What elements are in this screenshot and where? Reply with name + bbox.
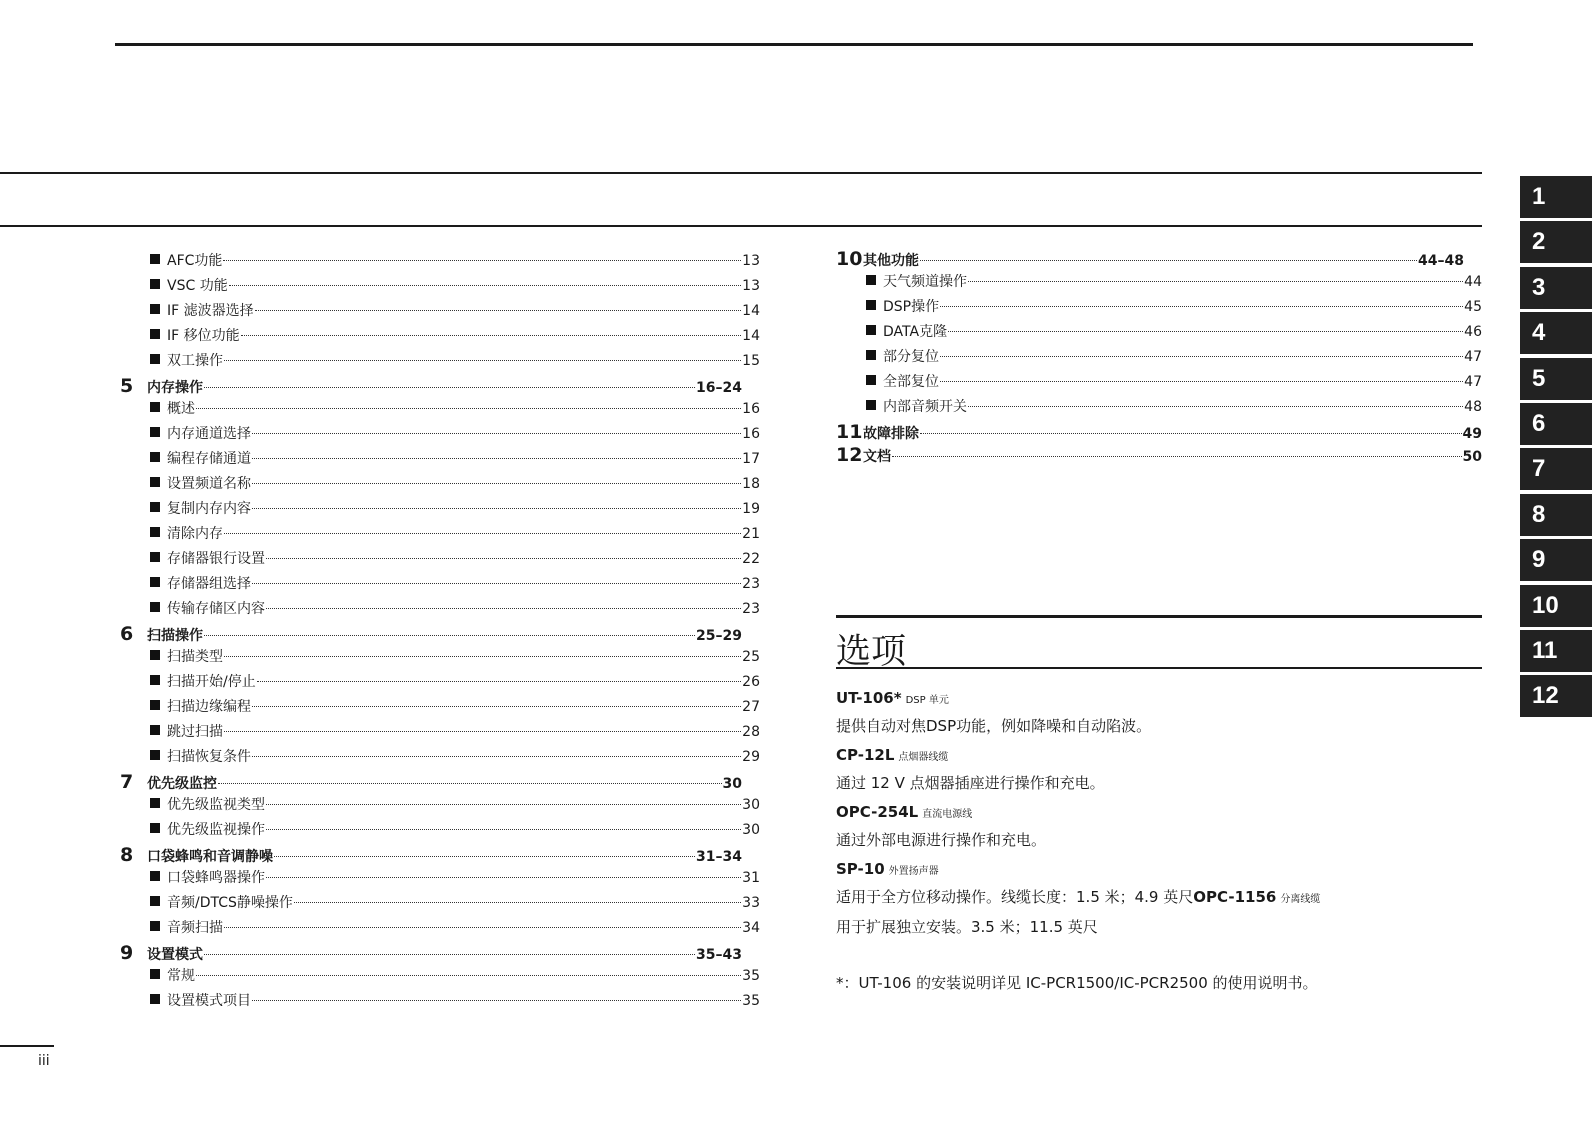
toc-page-number: 25–29 [696, 628, 742, 644]
square-bullet-icon [150, 675, 160, 685]
square-bullet-icon [866, 375, 876, 385]
square-bullet-icon [150, 304, 160, 314]
toc-entry [120, 473, 760, 498]
chapter-number: 11 [836, 421, 863, 443]
toc-page-number: 17 [742, 451, 760, 467]
toc-label: 扫描恢复条件 [167, 749, 251, 765]
top-rule [115, 43, 1473, 46]
option-name: SP-10 [836, 860, 885, 878]
toc-label: 设置模式项目 [167, 993, 251, 1009]
toc-entry [836, 321, 1482, 346]
toc-label: 优先级监控 [147, 776, 217, 792]
square-bullet-icon [150, 602, 160, 612]
option-sub: 分离线缆 [1280, 894, 1321, 905]
dot-leader [920, 432, 1462, 434]
toc-label: IF 滤波器选择 [167, 303, 254, 319]
toc-entry [120, 721, 760, 746]
option-item [836, 688, 1482, 736]
toc-label: 故障排除 [863, 426, 919, 442]
dot-leader [229, 284, 741, 286]
dot-leader [252, 705, 741, 707]
dot-leader [940, 305, 1463, 307]
dot-leader [204, 386, 695, 388]
option-name: OPC-1156 [1193, 888, 1277, 906]
toc-label: AFC功能 [167, 253, 223, 269]
toc-page-number: 18 [742, 476, 760, 492]
option-sub: 点烟器线缆 [898, 752, 949, 763]
toc-page-number: 13 [742, 278, 760, 294]
toc-entry [120, 746, 760, 771]
dot-leader [252, 482, 741, 484]
square-bullet-icon [150, 527, 160, 537]
dot-leader [266, 803, 741, 805]
toc-page-number: 21 [742, 526, 760, 542]
square-bullet-icon [150, 969, 160, 979]
toc-page-number: 16 [742, 426, 760, 442]
dot-leader [224, 359, 741, 361]
toc-page-number: 35 [742, 993, 760, 1009]
square-bullet-icon [866, 325, 876, 335]
square-bullet-icon [866, 350, 876, 360]
toc-entry [120, 250, 760, 275]
toc-page-number: 35–43 [696, 947, 742, 963]
toc-page-number: 48 [1464, 399, 1482, 415]
square-bullet-icon [150, 552, 160, 562]
dot-leader [274, 855, 695, 857]
toc-label: 扫描边缘编程 [167, 699, 251, 715]
dot-leader [224, 655, 741, 657]
dot-leader [940, 380, 1463, 382]
chapter-tab-11[interactable]: 11 [1520, 630, 1592, 672]
square-bullet-icon [150, 994, 160, 1004]
dot-leader [252, 582, 741, 584]
toc-label: 音频扫描 [167, 920, 223, 936]
dot-leader [224, 730, 741, 732]
toc-entry [120, 448, 760, 473]
toc-entry [120, 794, 760, 819]
dot-leader [196, 407, 741, 409]
chapter-number: 9 [120, 942, 134, 964]
option-desc-text: 适用于全方位移动操作。线缆长度：1.5 米；4.9 英尺 [836, 888, 1194, 906]
option-sub: 外置扬声器 [888, 866, 939, 877]
option-item [836, 745, 1482, 793]
chapter-number: 10 [836, 248, 863, 270]
square-bullet-icon [866, 400, 876, 410]
toc-entry [120, 819, 760, 844]
chapter-tab-7[interactable]: 7 [1520, 448, 1592, 490]
dot-leader [252, 457, 741, 459]
option-desc [836, 886, 1482, 907]
dot-leader [257, 680, 741, 682]
square-bullet-icon [150, 896, 160, 906]
toc-label: 内部音频开关 [883, 399, 967, 415]
toc-label: 编程存储通道 [167, 451, 251, 467]
option-item [836, 802, 1482, 850]
toc-page-number: 13 [742, 253, 760, 269]
toc-label: DATA克隆 [883, 324, 948, 340]
toc-entry [120, 325, 760, 350]
footnote: *：UT-106 的安装说明详见 IC-PCR1500/IC-PCR2500 的使用说明书。 [836, 974, 1318, 992]
toc-chapter-entry [120, 375, 760, 398]
toc-page-number: 35 [742, 968, 760, 984]
toc-page-number: 16–24 [696, 380, 742, 396]
toc-page-number: 31 [742, 870, 760, 886]
chapter-tab-6[interactable]: 6 [1520, 403, 1592, 445]
toc-page-number: 23 [742, 601, 760, 617]
toc-page-number: 23 [742, 576, 760, 592]
dot-leader [218, 782, 722, 784]
toc-label: 优先级监视操作 [167, 822, 265, 838]
toc-page-number: 47 [1464, 349, 1482, 365]
dot-leader [892, 455, 1462, 457]
toc-page-number: 14 [742, 303, 760, 319]
toc-label: VSC 功能 [167, 278, 228, 294]
dot-leader [241, 334, 742, 336]
dot-leader [968, 405, 1463, 407]
chapter-number: 7 [120, 771, 134, 793]
toc-entry [120, 646, 760, 671]
toc-page-number: 34 [742, 920, 760, 936]
toc-entry [120, 423, 760, 448]
square-bullet-icon [150, 279, 160, 289]
toc-page-number: 26 [742, 674, 760, 690]
chapter-tab-2[interactable]: 2 [1520, 221, 1592, 263]
page-number: iii [38, 1053, 50, 1069]
toc-label: 扫描类型 [167, 649, 223, 665]
toc-page-number: 29 [742, 749, 760, 765]
toc-entry [120, 696, 760, 721]
toc-label: 音频/DTCS静噪操作 [167, 895, 293, 911]
dot-leader [252, 432, 741, 434]
toc-page-number: 30 [742, 822, 760, 838]
toc-page-number: 15 [742, 353, 760, 369]
square-bullet-icon [866, 300, 876, 310]
toc-entry [120, 892, 760, 917]
chapter-tab-8[interactable]: 8 [1520, 494, 1592, 536]
toc-label: DSP操作 [883, 299, 940, 315]
toc-label: IF 移位功能 [167, 328, 240, 344]
square-bullet-icon [150, 254, 160, 264]
toc-label: 文档 [863, 449, 891, 465]
toc-entry [120, 498, 760, 523]
dot-leader [196, 974, 741, 976]
toc-chapter-entry [120, 623, 760, 646]
square-bullet-icon [150, 871, 160, 881]
option-sub: 直流电源线 [922, 809, 973, 820]
square-bullet-icon [150, 452, 160, 462]
toc-label: 扫描操作 [147, 628, 203, 644]
chapter-tabs [1520, 176, 1592, 721]
toc-entry [836, 296, 1482, 321]
toc-page-number: 31–34 [696, 849, 742, 865]
toc-entry [120, 548, 760, 573]
chapter-tab-5[interactable]: 5 [1520, 358, 1592, 400]
square-bullet-icon [150, 577, 160, 587]
dot-leader [204, 634, 695, 636]
toc-page-number: 45 [1464, 299, 1482, 315]
square-bullet-icon [150, 402, 160, 412]
option-item [836, 859, 1482, 907]
toc-entry [120, 965, 760, 990]
toc-label: 清除内存 [167, 526, 223, 542]
square-bullet-icon [150, 921, 160, 931]
toc-label: 扫描开始/停止 [167, 674, 256, 690]
chapter-number: 6 [120, 623, 134, 645]
options-title: 选项 [836, 632, 907, 672]
toc-label: 内存通道选择 [167, 426, 251, 442]
toc-label: 传输存储区内容 [167, 601, 265, 617]
square-bullet-icon [150, 700, 160, 710]
toc-page-number: 49 [1462, 426, 1482, 442]
toc-label: 口袋蜂鸣器操作 [167, 870, 265, 886]
toc-left-column [120, 250, 760, 1015]
options-section [836, 616, 1482, 946]
dot-leader [252, 507, 741, 509]
header-rule-2 [0, 225, 1482, 227]
toc-label: 内存操作 [147, 380, 203, 396]
toc-page-number: 28 [742, 724, 760, 740]
toc-entry [120, 350, 760, 375]
chapter-tab-9[interactable]: 9 [1520, 539, 1592, 581]
toc-entry [120, 300, 760, 325]
toc-entry [120, 573, 760, 598]
chapter-number: 8 [120, 844, 134, 866]
option-sub: DSP 单元 [905, 695, 949, 706]
dot-leader [968, 280, 1463, 282]
toc-chapter-entry [836, 421, 1482, 444]
toc-page-number: 33 [742, 895, 760, 911]
toc-entry [120, 275, 760, 300]
toc-entry [120, 523, 760, 548]
dot-leader [266, 557, 741, 559]
toc-entry [120, 671, 760, 696]
toc-entry [836, 271, 1482, 296]
square-bullet-icon [150, 477, 160, 487]
chapter-tab-10[interactable]: 10 [1520, 585, 1592, 627]
toc-label: 优先级监视类型 [167, 797, 265, 813]
toc-label: 存储器组选择 [167, 576, 251, 592]
toc-label: 部分复位 [883, 349, 939, 365]
toc-entry [120, 598, 760, 623]
chapter-tab-12[interactable]: 12 [1520, 675, 1592, 717]
toc-chapter-entry [836, 248, 1482, 271]
chapter-number: 5 [120, 375, 134, 397]
toc-label: 其他功能 [863, 253, 919, 269]
square-bullet-icon [150, 823, 160, 833]
dot-leader [948, 330, 1463, 332]
toc-entry [836, 371, 1482, 396]
dot-leader [204, 953, 695, 955]
square-bullet-icon [150, 650, 160, 660]
dot-leader [266, 828, 741, 830]
dot-leader [224, 532, 741, 534]
dot-leader [255, 309, 742, 311]
chapter-tab-3[interactable]: 3 [1520, 267, 1592, 309]
square-bullet-icon [150, 750, 160, 760]
square-bullet-icon [150, 427, 160, 437]
toc-page-number: 44–48 [1418, 253, 1464, 269]
toc-chapter-entry [836, 444, 1482, 467]
dot-leader [940, 355, 1463, 357]
toc-label: 口袋蜂鸣和音调静噪 [147, 849, 273, 865]
dot-leader [920, 259, 1417, 261]
toc-right-column [836, 248, 1482, 467]
option-desc: 提供自动对焦DSP功能，例如降噪和自动陷波。 [836, 717, 1152, 735]
toc-page-number: 30 [722, 776, 742, 792]
toc-page-number: 46 [1464, 324, 1482, 340]
header-rule-1 [0, 172, 1482, 174]
option-desc: 用于扩展独立安装。3.5 米；11.5 英尺 [836, 918, 1098, 936]
dot-leader [252, 755, 741, 757]
toc-label: 跳过扫描 [167, 724, 223, 740]
dot-leader [252, 999, 741, 1001]
toc-page-number: 25 [742, 649, 760, 665]
toc-label: 概述 [167, 401, 195, 417]
dot-leader [223, 259, 741, 261]
square-bullet-icon [150, 725, 160, 735]
option-name: UT-106* [836, 689, 902, 707]
toc-entry [120, 990, 760, 1015]
dot-leader [224, 926, 741, 928]
square-bullet-icon [150, 354, 160, 364]
toc-chapter-entry [120, 844, 760, 867]
toc-page-number: 16 [742, 401, 760, 417]
toc-label: 天气频道操作 [883, 274, 967, 290]
toc-page-number: 27 [742, 699, 760, 715]
square-bullet-icon [150, 329, 160, 339]
toc-page-number: 47 [1464, 374, 1482, 390]
toc-page-number: 22 [742, 551, 760, 567]
toc-page-number: 14 [742, 328, 760, 344]
footer-rule [0, 1045, 54, 1047]
option-name: CP-12L [836, 746, 895, 764]
square-bullet-icon [150, 502, 160, 512]
toc-label: 全部复位 [883, 374, 939, 390]
square-bullet-icon [150, 798, 160, 808]
toc-chapter-entry [120, 771, 760, 794]
toc-label: 设置频道名称 [167, 476, 251, 492]
toc-entry [120, 398, 760, 423]
toc-page-number: 30 [742, 797, 760, 813]
toc-entry [120, 917, 760, 942]
option-desc: 通过外部电源进行操作和充电。 [836, 831, 1047, 849]
toc-label: 常规 [167, 968, 195, 984]
toc-page-number: 50 [1462, 449, 1482, 465]
toc-label: 设置模式 [147, 947, 203, 963]
chapter-tab-4[interactable]: 4 [1520, 312, 1592, 354]
toc-label: 存储器银行设置 [167, 551, 265, 567]
toc-entry [836, 346, 1482, 371]
toc-label: 复制内存内容 [167, 501, 251, 517]
toc-page-number: 44 [1464, 274, 1482, 290]
toc-entry [120, 867, 760, 892]
toc-label: 双工操作 [167, 353, 223, 369]
toc-entry [836, 396, 1482, 421]
chapter-number: 12 [836, 444, 863, 466]
dot-leader [266, 876, 741, 878]
toc-page-number: 19 [742, 501, 760, 517]
chapter-tab-1[interactable]: 1 [1520, 176, 1592, 218]
dot-leader [294, 901, 741, 903]
dot-leader [266, 607, 741, 609]
option-desc: 通过 12 V 点烟器插座进行操作和充电。 [836, 774, 1105, 792]
toc-chapter-entry [120, 942, 760, 965]
option-name: OPC-254L [836, 803, 919, 821]
square-bullet-icon [866, 275, 876, 285]
